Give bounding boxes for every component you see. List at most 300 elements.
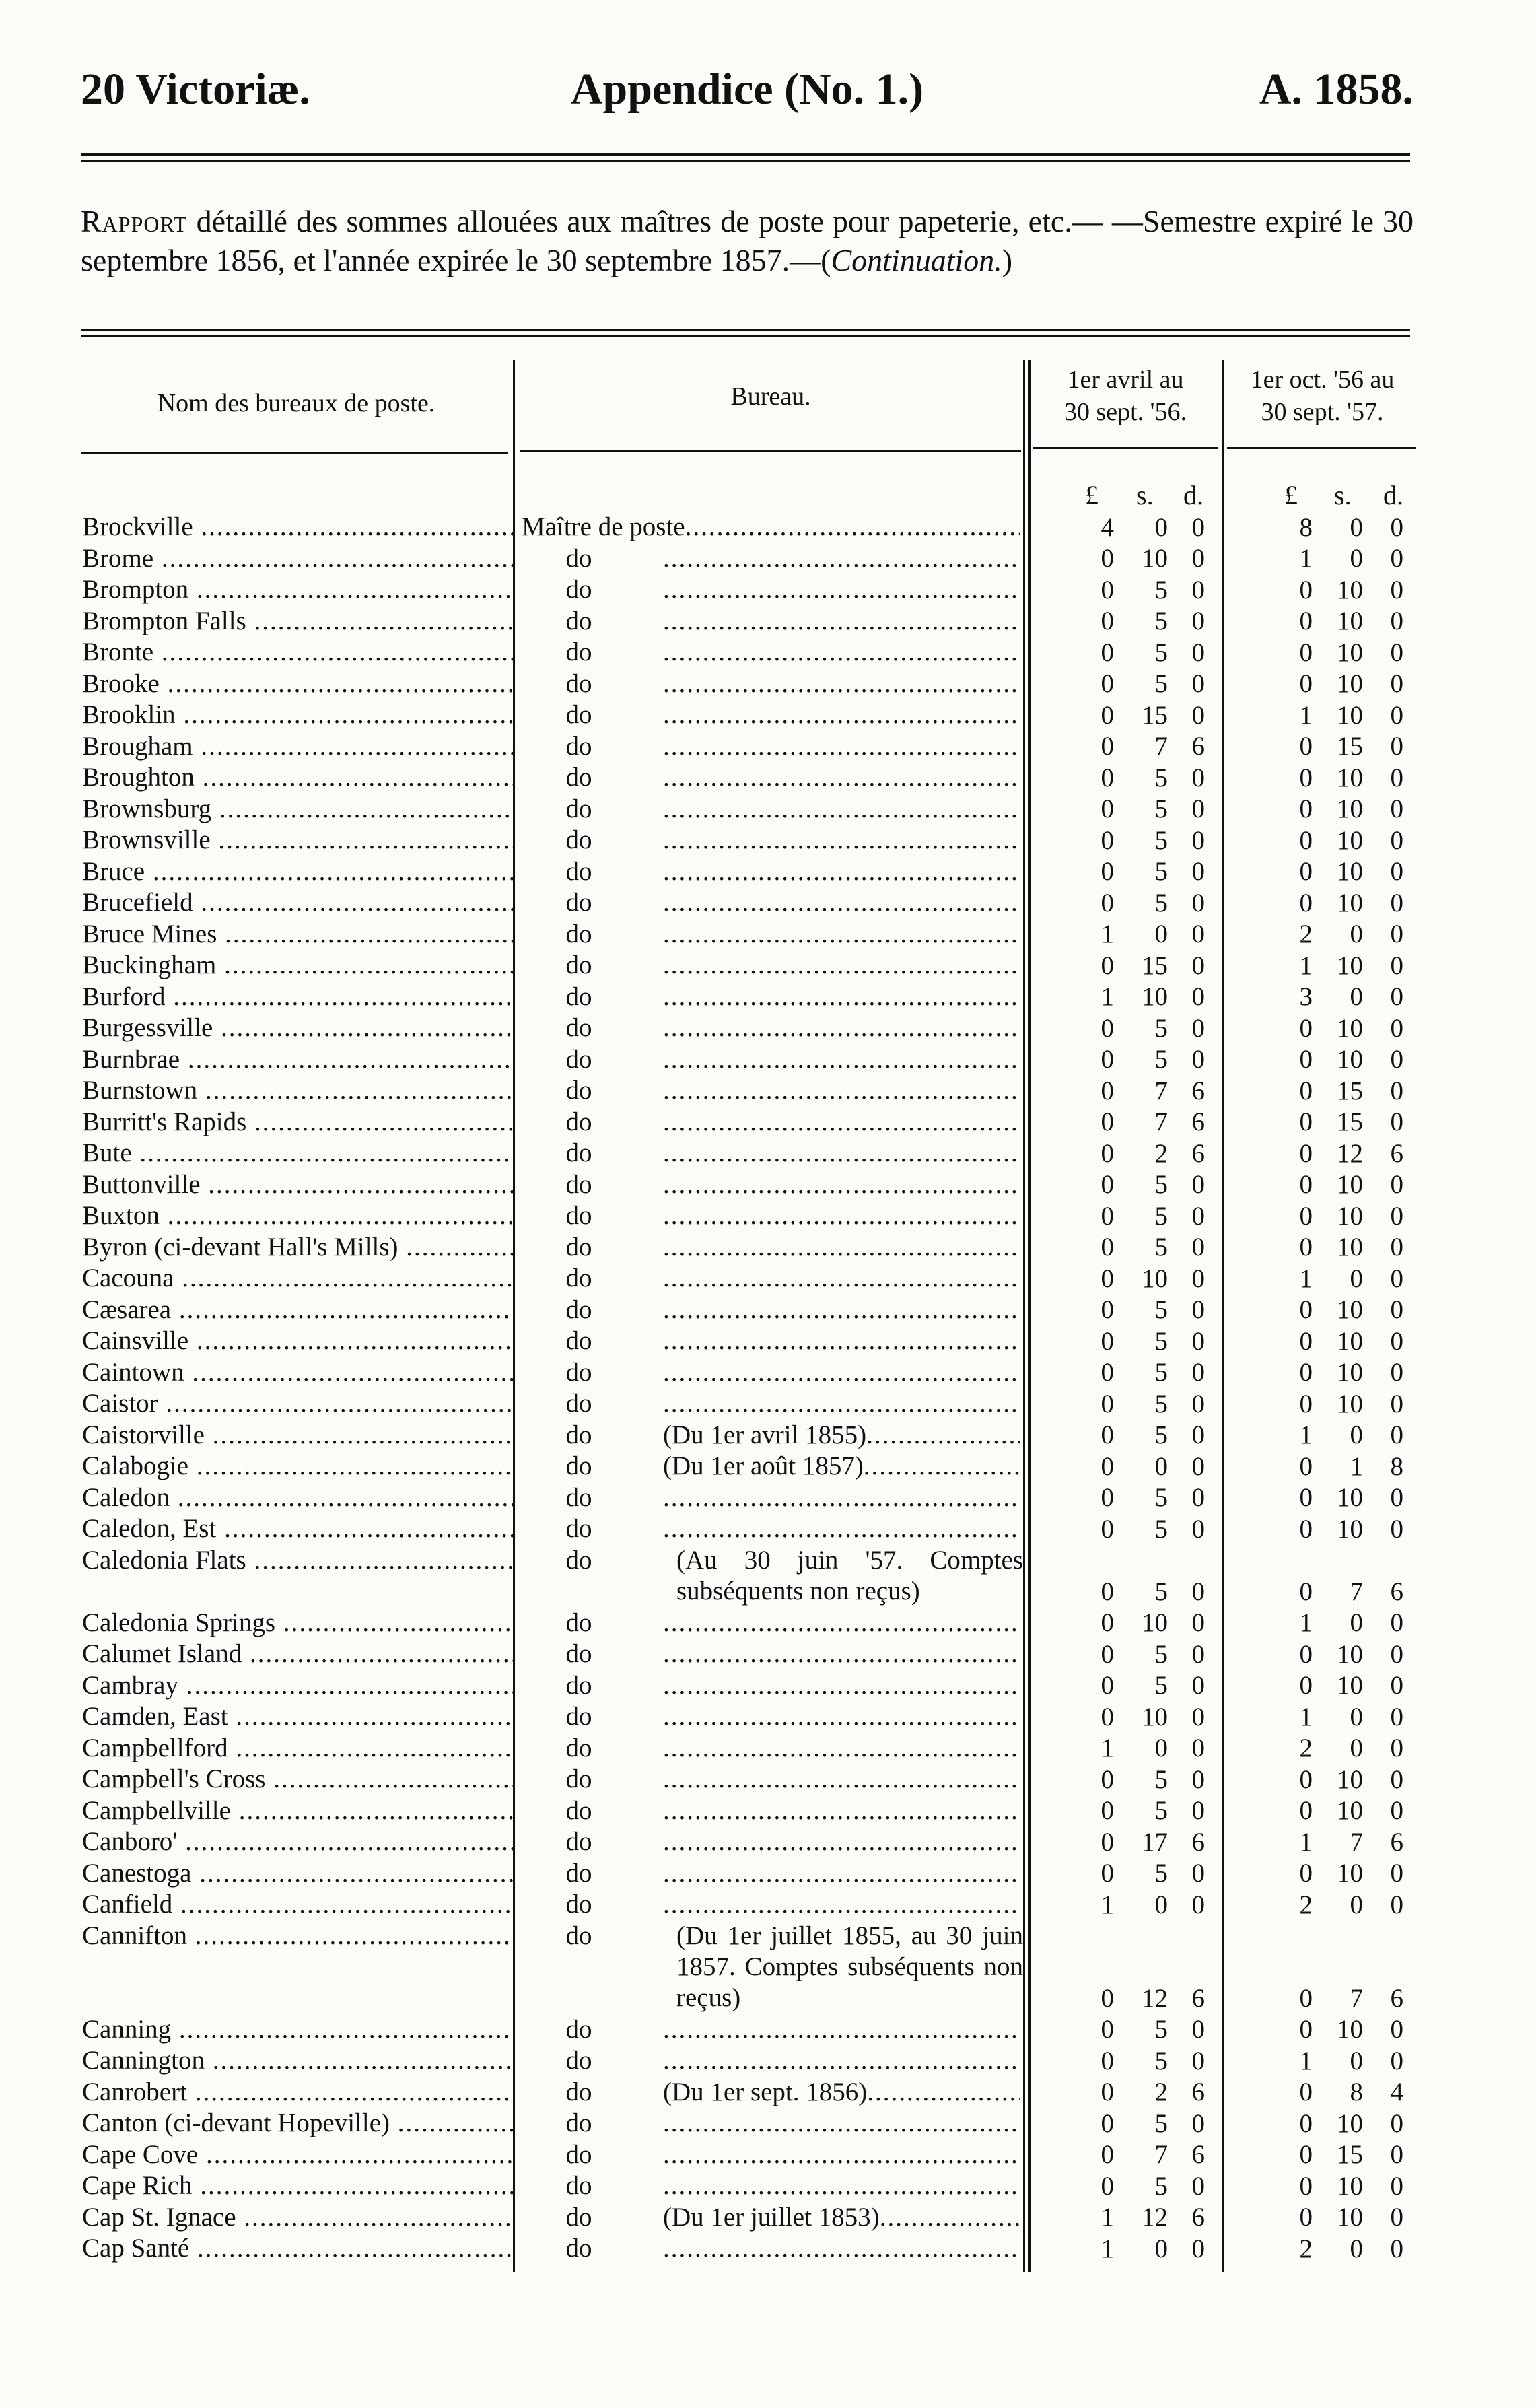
period2-shillings: 7 <box>1350 1827 1363 1857</box>
bureau-type: do <box>565 1201 592 1230</box>
bureau-note: (Au 30 juin '57. Comptes subséquents non reçus) <box>676 1545 1023 1606</box>
period1-pence: 0 <box>1191 1671 1205 1700</box>
period2-shillings: 10 <box>1337 2015 1363 2044</box>
period1-pence: 0 <box>1191 1264 1205 1293</box>
period1-shillings: 10 <box>1142 1264 1168 1293</box>
period2-pence: 0 <box>1390 1671 1403 1700</box>
period1-pence: 0 <box>1191 700 1205 730</box>
period2-pounds: 0 <box>1299 1138 1313 1168</box>
office-name: Caledon ..... <box>82 1482 513 1513</box>
office-name: Brooke ..... <box>82 668 513 699</box>
bureau-note <box>663 1702 1020 1731</box>
bureau-type: do <box>565 1639 592 1668</box>
period1-pounds: 0 <box>1101 1107 1114 1136</box>
office-name: Brooklin ..... <box>82 699 513 730</box>
bureau-note <box>663 951 1020 979</box>
bureau-note <box>663 2171 1020 2200</box>
period1-shillings: 5 <box>1154 1577 1168 1606</box>
postmaster-table-body <box>0 512 1536 2265</box>
period1-pounds: 0 <box>1101 857 1114 886</box>
bureau-type: do <box>565 982 592 1011</box>
header-double-rule <box>81 153 1410 162</box>
bureau-note <box>663 1170 1020 1199</box>
bureau-note <box>663 1733 1020 1762</box>
period2-shillings: 10 <box>1337 794 1363 823</box>
period1-pence: 0 <box>1191 1859 1205 1888</box>
period2-shillings: 15 <box>1337 1107 1363 1136</box>
period1-pounds: 0 <box>1101 2140 1114 2169</box>
column-header-name: Nom des bureaux de poste. <box>157 389 435 417</box>
period2-shillings: 10 <box>1337 1170 1363 1199</box>
bureau-note <box>663 1859 1020 1888</box>
table-row <box>0 1608 1536 1639</box>
period2-pounds: 0 <box>1299 1013 1313 1043</box>
bureau-type: do <box>565 1107 592 1136</box>
bureau-note <box>685 512 1020 541</box>
office-name: Burnbrae ..... <box>82 1044 513 1075</box>
period2-shillings: 10 <box>1337 1639 1363 1669</box>
bureau-cell <box>522 574 1020 605</box>
bureau-type: do <box>565 543 592 573</box>
period1-pence: 0 <box>1191 1389 1205 1418</box>
period1-pence: 0 <box>1191 1045 1205 1074</box>
bureau-cell <box>522 950 1020 981</box>
period2-shillings: 10 <box>1337 1358 1363 1387</box>
table-row <box>0 2202 1536 2234</box>
period1-pounds: 1 <box>1101 982 1114 1011</box>
bureau-cell <box>522 606 1020 637</box>
period1-pence: 0 <box>1191 2015 1205 2044</box>
period1-shillings: 5 <box>1154 575 1168 605</box>
table-row <box>0 1451 1536 1482</box>
period1-pence: 0 <box>1191 638 1205 667</box>
title-continuation: Continuation. <box>831 243 1002 277</box>
office-name: Canrobert ..... <box>82 2077 513 2108</box>
table-row <box>0 637 1536 668</box>
bureau-cell <box>522 1451 1020 1482</box>
table-row <box>0 825 1536 856</box>
period1-shillings: 5 <box>1154 1045 1168 1074</box>
period1-shillings: 10 <box>1142 544 1168 573</box>
period2-pounds: 0 <box>1299 888 1313 918</box>
bureau-type: do <box>565 2014 592 2044</box>
table-row <box>0 1388 1536 1420</box>
period1-shillings: 10 <box>1142 1702 1168 1731</box>
period1-pounds: 0 <box>1101 1013 1114 1043</box>
period1-pence: 0 <box>1191 544 1205 573</box>
table-row <box>0 1639 1536 1670</box>
bureau-cell <box>522 1012 1020 1043</box>
period1-pence: 0 <box>1191 1483 1205 1512</box>
header-appendix: Appendice (No. 1.) <box>570 65 924 114</box>
period2-pence: 0 <box>1390 982 1403 1011</box>
period1-shillings: 5 <box>1154 857 1168 886</box>
period2-pence: 0 <box>1390 575 1403 605</box>
bureau-cell <box>522 512 1020 543</box>
period2-pounds: 0 <box>1299 1796 1313 1825</box>
office-name: Brucefield ..... <box>82 887 513 918</box>
office-name: Brownsburg ..... <box>82 794 513 825</box>
period1-shillings: 5 <box>1154 607 1168 635</box>
period2-pounds: 0 <box>1299 1639 1313 1669</box>
bureau-type: do <box>565 1514 592 1543</box>
period1-pounds: 0 <box>1101 1420 1114 1449</box>
period2-pounds: 0 <box>1299 1859 1313 1888</box>
period2-shillings: 0 <box>1350 2046 1363 2075</box>
period1-pounds: 0 <box>1101 794 1114 823</box>
column-header-period2 <box>1226 364 1418 428</box>
period2-pence: 0 <box>1390 1764 1403 1794</box>
period1-pence: 0 <box>1191 888 1205 918</box>
period1-pounds: 0 <box>1101 2077 1114 2106</box>
bureau-note <box>663 575 1020 604</box>
bureau-note <box>663 1326 1020 1355</box>
bureau-note <box>663 1796 1020 1825</box>
period1-shillings: 5 <box>1154 1233 1168 1262</box>
office-name: Cannington ..... <box>82 2045 513 2076</box>
period1-shillings: 0 <box>1154 1451 1168 1481</box>
table-row <box>0 1075 1536 1107</box>
period2-pence: 0 <box>1390 951 1403 980</box>
bureau-cell <box>522 856 1020 887</box>
office-name: Canfield ..... <box>82 1889 513 1920</box>
period2-pounds: 1 <box>1299 544 1313 573</box>
period1-shillings: 5 <box>1154 2171 1168 2201</box>
period1-pounds: 1 <box>1101 2234 1114 2263</box>
period2-pence: 0 <box>1390 1201 1403 1231</box>
period2-pence: 0 <box>1390 2108 1403 2138</box>
period1-shillings: 5 <box>1154 1358 1168 1387</box>
period2-pounds: 0 <box>1299 794 1313 823</box>
period2-shillings: 0 <box>1350 920 1363 949</box>
period2-pounds: 0 <box>1299 2077 1313 2106</box>
office-name: Burritt's Rapids ..... <box>82 1107 513 1138</box>
period2-shillings: 0 <box>1350 2234 1363 2263</box>
bureau-note <box>663 857 1020 886</box>
period1-pence: 0 <box>1191 1358 1205 1387</box>
office-name: Buttonville ..... <box>82 1169 513 1200</box>
table-row <box>0 1138 1536 1169</box>
period1-pounds: 0 <box>1101 1295 1114 1324</box>
period2-pence: 0 <box>1390 825 1403 855</box>
table-row <box>0 1326 1536 1357</box>
period1-shillings: 7 <box>1154 1076 1168 1105</box>
period1-pounds: 0 <box>1101 1671 1114 1700</box>
table-row <box>0 1513 1536 1545</box>
bureau-cell <box>522 1326 1020 1356</box>
bureau-type: do <box>565 1670 592 1700</box>
office-name: Burford ..... <box>82 982 513 1012</box>
office-name: Campbell's Cross ..... <box>82 1764 513 1795</box>
period2-shillings: 10 <box>1337 1233 1363 1262</box>
office-name: Canton (ci-devant Hopeville) ..... <box>82 2108 513 2139</box>
period1-pence: 0 <box>1191 1201 1205 1231</box>
bureau-cell <box>522 2170 1020 2201</box>
bureau-cell <box>522 1044 1020 1075</box>
period1-pounds: 0 <box>1101 1796 1114 1825</box>
period2-shillings: 0 <box>1350 512 1363 542</box>
period2-shillings: 10 <box>1337 1045 1363 1074</box>
office-name: Canboro' ..... <box>82 1826 513 1857</box>
bureau-note <box>663 1389 1020 1418</box>
period2-pence: 0 <box>1390 1389 1403 1418</box>
period2-shillings: 0 <box>1350 1608 1363 1637</box>
table-top-rule <box>81 329 1410 337</box>
office-name: Campbellford ..... <box>82 1733 513 1764</box>
bureau-note <box>663 920 1020 949</box>
period1-pounds: 0 <box>1101 951 1114 980</box>
bureau-type: do <box>565 1389 592 1418</box>
period1-shillings: 0 <box>1154 920 1168 949</box>
bureau-cell <box>522 1075 1020 1106</box>
bureau-type: do <box>565 919 592 949</box>
bureau-note <box>663 2234 1020 2263</box>
office-name: Canning ..... <box>82 2014 513 2045</box>
period2-pounds: 0 <box>1299 1451 1313 1481</box>
unit-shilling-1: s. <box>1136 480 1154 510</box>
bureau-cell <box>522 1545 1020 1576</box>
office-name: Bruce ..... <box>82 856 513 887</box>
period2-pounds: 0 <box>1299 1233 1313 1262</box>
period1-shillings: 5 <box>1154 1671 1168 1700</box>
bureau-type: do <box>565 2077 592 2106</box>
bureau-note: (Du 1er sept. 1856) ..... <box>663 2077 1020 2106</box>
period2-pence: 0 <box>1390 1326 1403 1356</box>
period1-shillings: 5 <box>1154 1859 1168 1888</box>
bureau-type: do <box>565 763 592 792</box>
bureau-type: do <box>565 951 592 979</box>
period2-pence: 8 <box>1390 1451 1403 1481</box>
office-name: Bute ..... <box>82 1138 513 1169</box>
bureau-cell <box>522 1701 1020 1732</box>
table-row <box>0 1733 1536 1764</box>
period2-shillings: 10 <box>1337 669 1363 698</box>
period1-pounds: 0 <box>1101 1264 1114 1293</box>
period2-shillings: 0 <box>1350 1733 1363 1762</box>
period2-pence: 0 <box>1390 2015 1403 2044</box>
bureau-cell <box>522 1232 1020 1263</box>
period2-shillings: 10 <box>1337 1295 1363 1324</box>
bureau-cell <box>522 887 1020 918</box>
table-row <box>0 543 1536 575</box>
office-name: Brougham ..... <box>82 731 513 762</box>
period1-pence: 0 <box>1191 1170 1205 1199</box>
table-row <box>0 1921 1536 2014</box>
period1-pence: 0 <box>1191 1796 1205 1825</box>
bureau-note: (Du 1er août 1857) ..... <box>663 1451 1020 1480</box>
bureau-cell <box>522 794 1020 825</box>
period1-pounds: 0 <box>1101 638 1114 667</box>
period2-pence: 0 <box>1390 638 1403 667</box>
period2-shillings: 15 <box>1337 2140 1363 2169</box>
bureau-type: do <box>565 1138 592 1167</box>
period2-shillings: 10 <box>1337 857 1363 886</box>
bureau-cell <box>522 1482 1020 1513</box>
office-name: Calabogie ..... <box>82 1451 513 1482</box>
period1-shillings: 2 <box>1154 1138 1168 1168</box>
office-name: Byron (ci-devant Hall's Mills) ..... <box>82 1232 513 1263</box>
table-row <box>0 887 1536 919</box>
period1-shillings: 7 <box>1154 1107 1168 1136</box>
period2-shillings: 10 <box>1337 1796 1363 1825</box>
table-row <box>0 1263 1536 1295</box>
header-year: A. 1858. <box>1259 65 1413 114</box>
period2-pounds: 0 <box>1299 1076 1313 1105</box>
period2-pounds: 2 <box>1299 2234 1313 2263</box>
header-underline-bureau <box>520 450 1021 452</box>
period2-pounds: 0 <box>1299 1577 1313 1606</box>
period1-shillings: 0 <box>1154 1733 1168 1762</box>
table-row <box>0 668 1536 700</box>
bureau-type: do <box>565 575 592 604</box>
period1-shillings: 7 <box>1154 732 1168 761</box>
bureau-type: do <box>565 1420 592 1449</box>
period1-pounds: 1 <box>1101 920 1114 949</box>
period1-pounds: 1 <box>1101 1733 1114 1762</box>
period2-pence: 0 <box>1390 888 1403 918</box>
period2-pence: 0 <box>1390 1107 1403 1136</box>
bureau-cell <box>522 1420 1020 1451</box>
period1-pence: 0 <box>1191 982 1205 1011</box>
column-header-bureau: Bureau. <box>730 382 811 411</box>
bureau-note: (Du 1er avril 1855) ..... <box>663 1420 1020 1449</box>
period1-pence: 6 <box>1191 732 1205 761</box>
period1-shillings: 10 <box>1142 982 1168 1011</box>
table-row <box>0 2233 1536 2265</box>
period1-pounds: 0 <box>1101 1702 1114 1731</box>
bureau-type: do <box>565 638 592 666</box>
period2-pounds: 0 <box>1299 732 1313 761</box>
period1-pounds: 0 <box>1101 700 1114 730</box>
period2-shillings: 10 <box>1337 1671 1363 1700</box>
bureau-cell <box>522 1795 1020 1826</box>
period2-pounds: 0 <box>1299 669 1313 698</box>
bureau-cell <box>522 1608 1020 1639</box>
period1-pence: 0 <box>1191 794 1205 823</box>
bureau-note <box>663 1076 1020 1105</box>
office-name: Brockville ..... <box>82 512 513 543</box>
title-text: détaillé des sommes allouées aux maîtres de poste pour papeterie, etc.— —Semestre expiré le 30 septembre 1856, et l'année expirée le 30 septembre 1857.—( <box>81 204 1413 277</box>
table-row <box>0 2170 1536 2202</box>
period1-pence: 6 <box>1191 1983 1205 2013</box>
table-row <box>0 1795 1536 1827</box>
bureau-type: do <box>565 1169 592 1199</box>
period2-shillings: 10 <box>1337 1859 1363 1888</box>
period2-pounds: 0 <box>1299 1295 1313 1324</box>
period2-shillings: 0 <box>1350 544 1363 573</box>
period1-pence: 0 <box>1191 2046 1205 2075</box>
bureau-type: do <box>565 1764 592 1793</box>
bureau-cell <box>522 1639 1020 1670</box>
bureau-cell <box>522 1388 1020 1419</box>
office-name: Camden, East ..... <box>82 1701 513 1732</box>
period1-shillings: 5 <box>1154 794 1168 823</box>
office-name: Brownsville ..... <box>82 825 513 856</box>
office-name: Bronte ..... <box>82 637 513 668</box>
bureau-note <box>663 638 1020 666</box>
period2-pence: 0 <box>1390 2234 1403 2263</box>
bureau-type: do <box>565 1451 592 1480</box>
bureau-type: do <box>565 1044 592 1074</box>
bureau-type: do <box>565 1357 592 1387</box>
period1-pence: 0 <box>1191 2108 1205 2138</box>
period2-pence: 0 <box>1390 794 1403 823</box>
office-name: Caledonia Flats ..... <box>82 1545 513 1576</box>
bureau-type: do <box>565 2171 592 2200</box>
bureau-type: do <box>565 1326 592 1355</box>
unit-pound-1: £ <box>1085 480 1098 510</box>
table-row <box>0 1701 1536 1733</box>
table-row <box>0 919 1536 951</box>
period2-pounds: 0 <box>1299 1170 1313 1199</box>
period2-pence: 0 <box>1390 1859 1403 1888</box>
bureau-type: do <box>565 2202 592 2232</box>
period2-pounds: 1 <box>1299 2046 1313 2075</box>
period1-pounds: 0 <box>1101 1076 1114 1105</box>
period1-pounds: 0 <box>1101 1045 1114 1074</box>
office-name: Burnstown ..... <box>82 1075 513 1106</box>
bureau-cell <box>522 1295 1020 1326</box>
period1-pence: 0 <box>1191 1326 1205 1356</box>
bureau-note <box>663 1045 1020 1074</box>
period1-shillings: 5 <box>1154 1483 1168 1512</box>
period2-shillings: 10 <box>1337 2108 1363 2138</box>
office-name: Calumet Island ..... <box>82 1639 513 1670</box>
period1-shillings: 5 <box>1154 2046 1168 2075</box>
period1-pounds: 0 <box>1101 1983 1114 2013</box>
table-row <box>0 856 1536 888</box>
period2-pence: 0 <box>1390 2203 1403 2232</box>
period2-pence: 0 <box>1390 669 1403 698</box>
period1-pence: 0 <box>1191 1420 1205 1449</box>
period1-shillings: 5 <box>1154 888 1168 918</box>
bureau-cell <box>522 1826 1020 1857</box>
period1-pounds: 0 <box>1101 888 1114 918</box>
period2-pounds: 0 <box>1299 857 1313 886</box>
office-name: Burgessville ..... <box>82 1012 513 1043</box>
period1-shillings: 5 <box>1154 1170 1168 1199</box>
period1-shillings: 5 <box>1154 1514 1168 1544</box>
period1-pence: 0 <box>1191 1702 1205 1731</box>
period1-shillings: 0 <box>1154 2234 1168 2263</box>
period1-pounds: 0 <box>1101 1138 1114 1168</box>
bureau-type: do <box>565 2046 592 2075</box>
period2-pence: 0 <box>1390 1076 1403 1105</box>
bureau-note <box>663 1107 1020 1136</box>
table-row <box>0 2077 1536 2108</box>
office-name: Caintown ..... <box>82 1357 513 1388</box>
office-name: Canestoga ..... <box>82 1858 513 1889</box>
period2-shillings: 10 <box>1337 2171 1363 2201</box>
period2-pounds: 1 <box>1299 951 1313 980</box>
period2-line2: 30 sept. '57. <box>1261 398 1384 426</box>
period2-pounds: 0 <box>1299 2108 1313 2138</box>
bureau-note <box>663 888 1020 917</box>
period2-pounds: 0 <box>1299 2140 1313 2169</box>
period2-shillings: 10 <box>1337 1514 1363 1544</box>
period1-shillings: 0 <box>1154 512 1168 542</box>
period2-pence: 0 <box>1390 1013 1403 1043</box>
period2-shillings: 0 <box>1350 1420 1363 1449</box>
period1-shillings: 5 <box>1154 638 1168 667</box>
bureau-cell <box>522 1858 1020 1889</box>
period1-shillings: 12 <box>1142 1983 1168 2013</box>
office-name: Cambray ..... <box>82 1670 513 1701</box>
bureau-cell <box>522 2202 1020 2233</box>
period1-pence: 0 <box>1191 857 1205 886</box>
period1-shillings: 5 <box>1154 1326 1168 1356</box>
period1-pounds: 0 <box>1101 1201 1114 1231</box>
